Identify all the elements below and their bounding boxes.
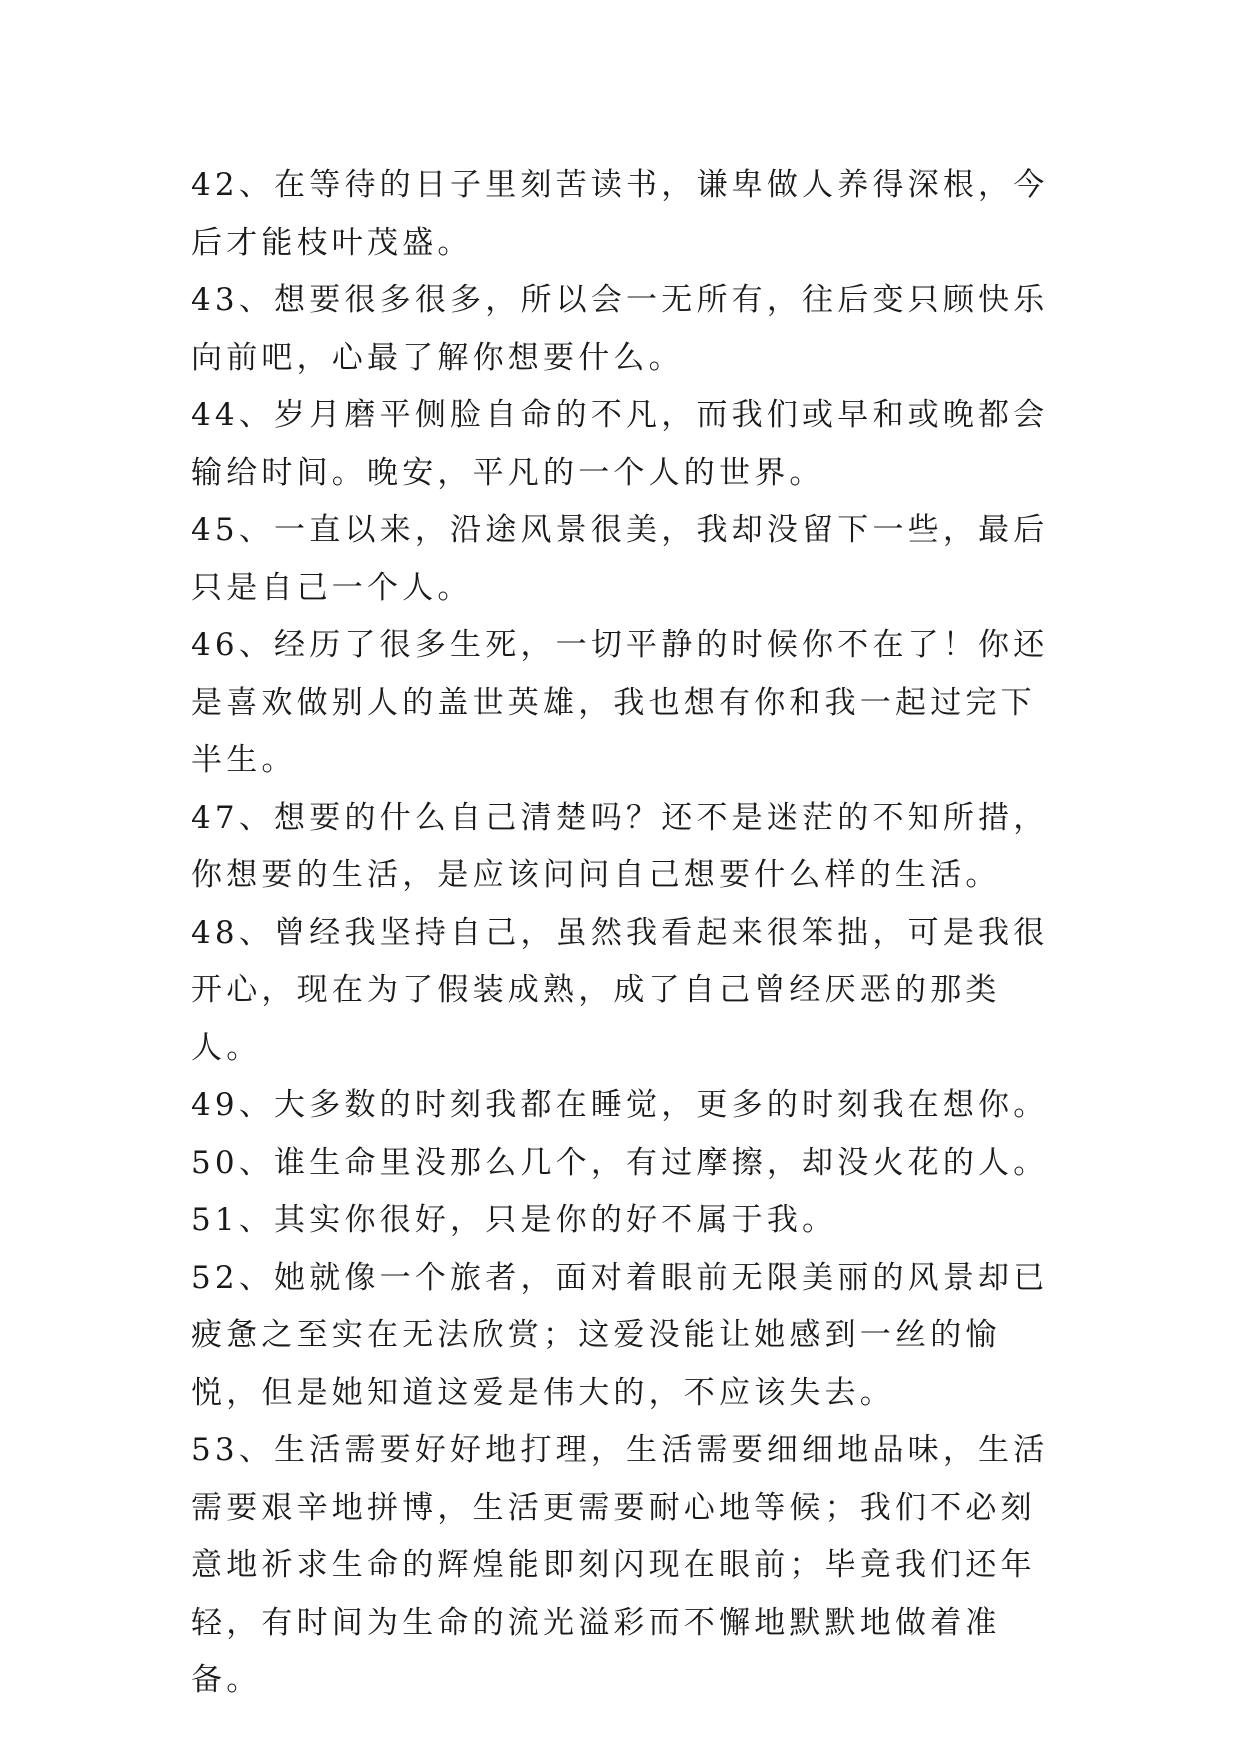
list-item-53: 53、生活需要好好地打理，生活需要细细地品味，生活需要艰辛地拼博，生活更需要耐心地等候；我们不必刻意地祈求生命的辉煌能即刻闪现在眼前；毕竟我们还年轻，有时间为生命的流光溢彩而不懈地默默地做着准备。 <box>191 1432 1049 1698</box>
list-item-48: 48、曾经我坚持自己，虽然我看起来很笨拙，可是我很开心，现在为了假装成熟，成了自己曾经厌恶的那类人。 <box>191 914 1049 1066</box>
list-item-51: 51、其实你很好，只是你的好不属于我。 <box>191 1202 838 1238</box>
list-item-45: 45、一直以来，沿途风景很美，我却没留下一些，最后只是自己一个人。 <box>191 512 1049 606</box>
list-item-43: 43、想要很多很多，所以会一无所有，往后变只顾快乐向前吧，心最了解你想要什么。 <box>191 282 1049 376</box>
list-item-47: 47、想要的什么自己清楚吗？还不是迷茫的不知所措，你想要的生活，是应该问问自己想要什么样的生活。 <box>191 799 1049 893</box>
list-item-49: 49、大多数的时刻我都在睡觉，更多的时刻我在想你。 <box>191 1087 1049 1123</box>
list-item-44: 44、岁月磨平侧脸自命的不凡，而我们或早和或晚都会输给时间。晚安，平凡的一个人的世界。 <box>191 397 1049 491</box>
list-item-50: 50、谁生命里没那么几个，有过摩擦，却没火花的人。 <box>191 1144 1049 1181</box>
list-item-52: 52、她就像一个旅者，面对着眼前无限美丽的风景却已疲惫之至实在无法欣赏；这爱没能让她感到一丝的愉悦，但是她知道这爱是伟大的，不应该失去。 <box>191 1259 1049 1411</box>
list-item-46: 46、经历了很多生死，一切平静的时候你不在了！你还是喜欢做别人的盖世英雄，我也想有你和我一起过完下半生。 <box>191 627 1049 778</box>
list-item-42: 42、在等待的日子里刻苦读书，谦卑做人养得深根，今后才能枝叶茂盛。 <box>191 167 1049 261</box>
document-body <box>191 157 1061 1710</box>
